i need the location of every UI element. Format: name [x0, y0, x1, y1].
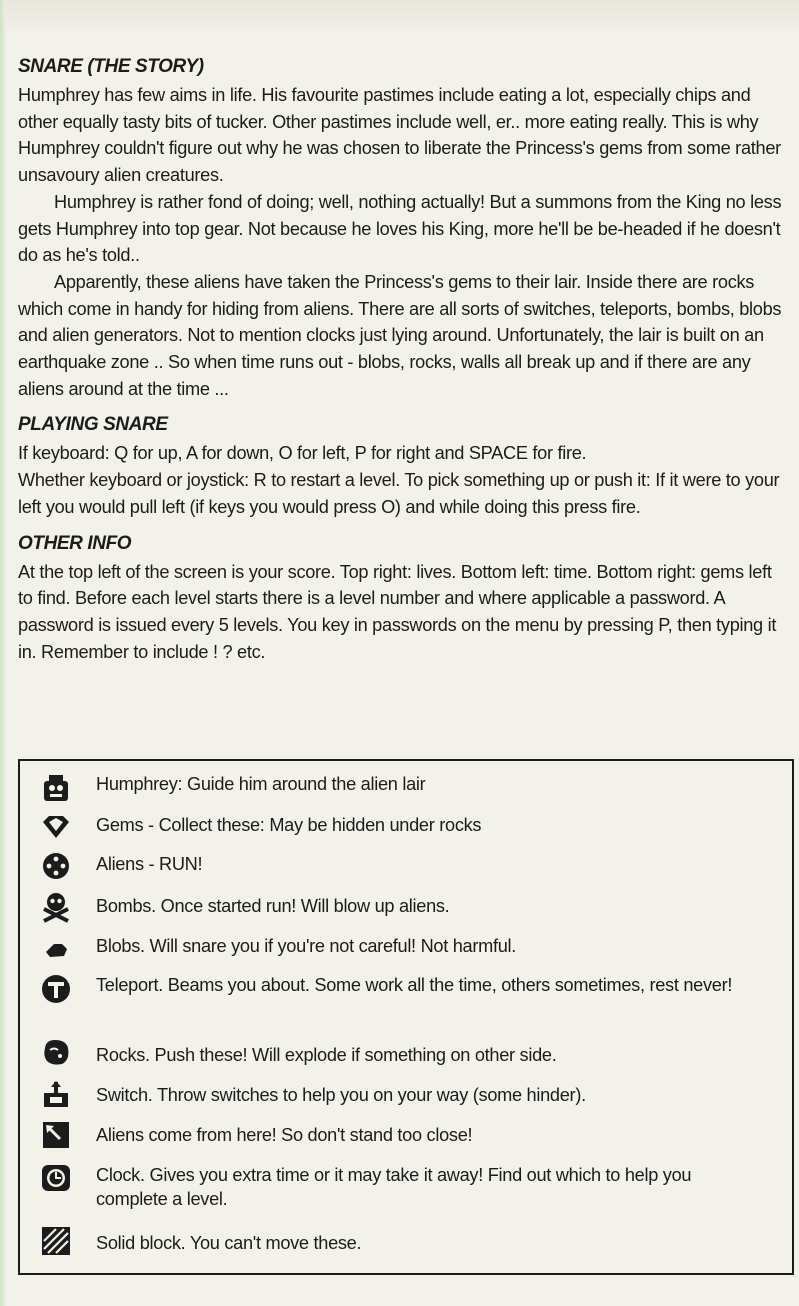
clock-icon: [40, 1161, 72, 1193]
playing-section: [18, 412, 784, 520]
legend-text-switch: Switch. Throw switches to help you on your way (some hinder).: [96, 1085, 586, 1105]
legend-text-clock: Clock. Gives you extra time or it may take it away! Find out which to help you complete a level.: [96, 1165, 692, 1209]
legend-text-generator: Aliens come from here! So don't stand too close!: [96, 1125, 473, 1145]
story-paragraph: Humphrey is rather fond of doing; well, nothing actually! But a summons from the King no less gets Humphrey into top gear. Not because he loves his King, more he'll be be-headed if he doesn't do as he's told..: [18, 191, 782, 266]
story-paragraph: Humphrey has few aims in life. His favourite pastimes include eating a lot, especially chips and other equally tasty bits of tucker. Other pastimes include well, er.. more eating really. This is why Humphrey couldn't figure out why he was chosen to liberate the Princess's gems from some rather unsavoury alien creatures.: [18, 85, 781, 186]
other-info-paragraph: At the top left of the screen is your score. Top right: lives. Bottom left: time. Bottom right: gems left to find. Before each level starts there is a level number and where applicable a password. A password is issued every 5 levels. You key in passwords on the menu by pressing P, then typing it in. Remember to include ! ? etc.: [18, 561, 777, 662]
playing-heading: PLAYING SNARE: [18, 414, 168, 436]
legend-text-blobs: Blobs. Will snare you if you're not careful! Not harmful.: [96, 936, 517, 956]
legend-box: [18, 759, 794, 1275]
alien-icon: [40, 850, 72, 882]
legend-text-solid-block: Solid block. You can't move these.: [96, 1233, 362, 1253]
instructions-page: [18, 54, 784, 675]
story-heading: SNARE (THE STORY): [18, 56, 204, 77]
other-info-heading: OTHER INFO: [18, 532, 132, 554]
alien-generator-icon: [40, 1119, 72, 1151]
teleport-icon: [40, 973, 72, 1005]
legend-text-teleport: Teleport. Beams you about. Some work all the time, others sometimes, rest never!: [96, 975, 733, 995]
humphrey-icon: [40, 771, 72, 803]
legend-text-aliens: Aliens - RUN!: [96, 854, 203, 874]
solid-block-icon: [40, 1225, 72, 1257]
other-info-section: [18, 531, 784, 666]
gem-icon: [40, 811, 72, 843]
legend-text-rocks: Rocks. Push these! Will explode if something on other side.: [96, 1045, 557, 1065]
rock-icon: [40, 1036, 72, 1068]
blob-icon: [40, 932, 72, 964]
paper-top-shading: [0, 0, 799, 34]
switch-icon: [40, 1079, 72, 1111]
playing-paragraph: Whether keyboard or joystick: R to restart a level. To pick something up or push it: If it were to your left you would pull left (if keys you would press O) and while doing this press fire.: [18, 470, 780, 517]
story-paragraph: Apparently, these aliens have taken the Princess's gems to their lair. Inside there are rocks which come in handy for hiding from aliens. There are all sorts of switches, teleports, bombs, blobs and alien generators. Not to mention clocks just lying around. Unfortunately, the lair is built on an earthquake zone .. So when time runs out - blobs, rocks, walls all break up and if there are any aliens around at the time ...: [18, 271, 782, 399]
paper-left-edge: [0, 0, 6, 1306]
story-section: [18, 54, 784, 402]
legend-text-gems: Gems - Collect these: May be hidden under rocks: [96, 815, 482, 835]
legend-text-humphrey: Humphrey: Guide him around the alien lair: [96, 774, 426, 794]
skull-crossbones-icon: [40, 891, 72, 923]
playing-paragraph: If keyboard: Q for up, A for down, O for left, P for right and SPACE for fire.: [18, 443, 587, 464]
legend-text-bombs: Bombs. Once started run! Will blow up aliens.: [96, 896, 450, 916]
